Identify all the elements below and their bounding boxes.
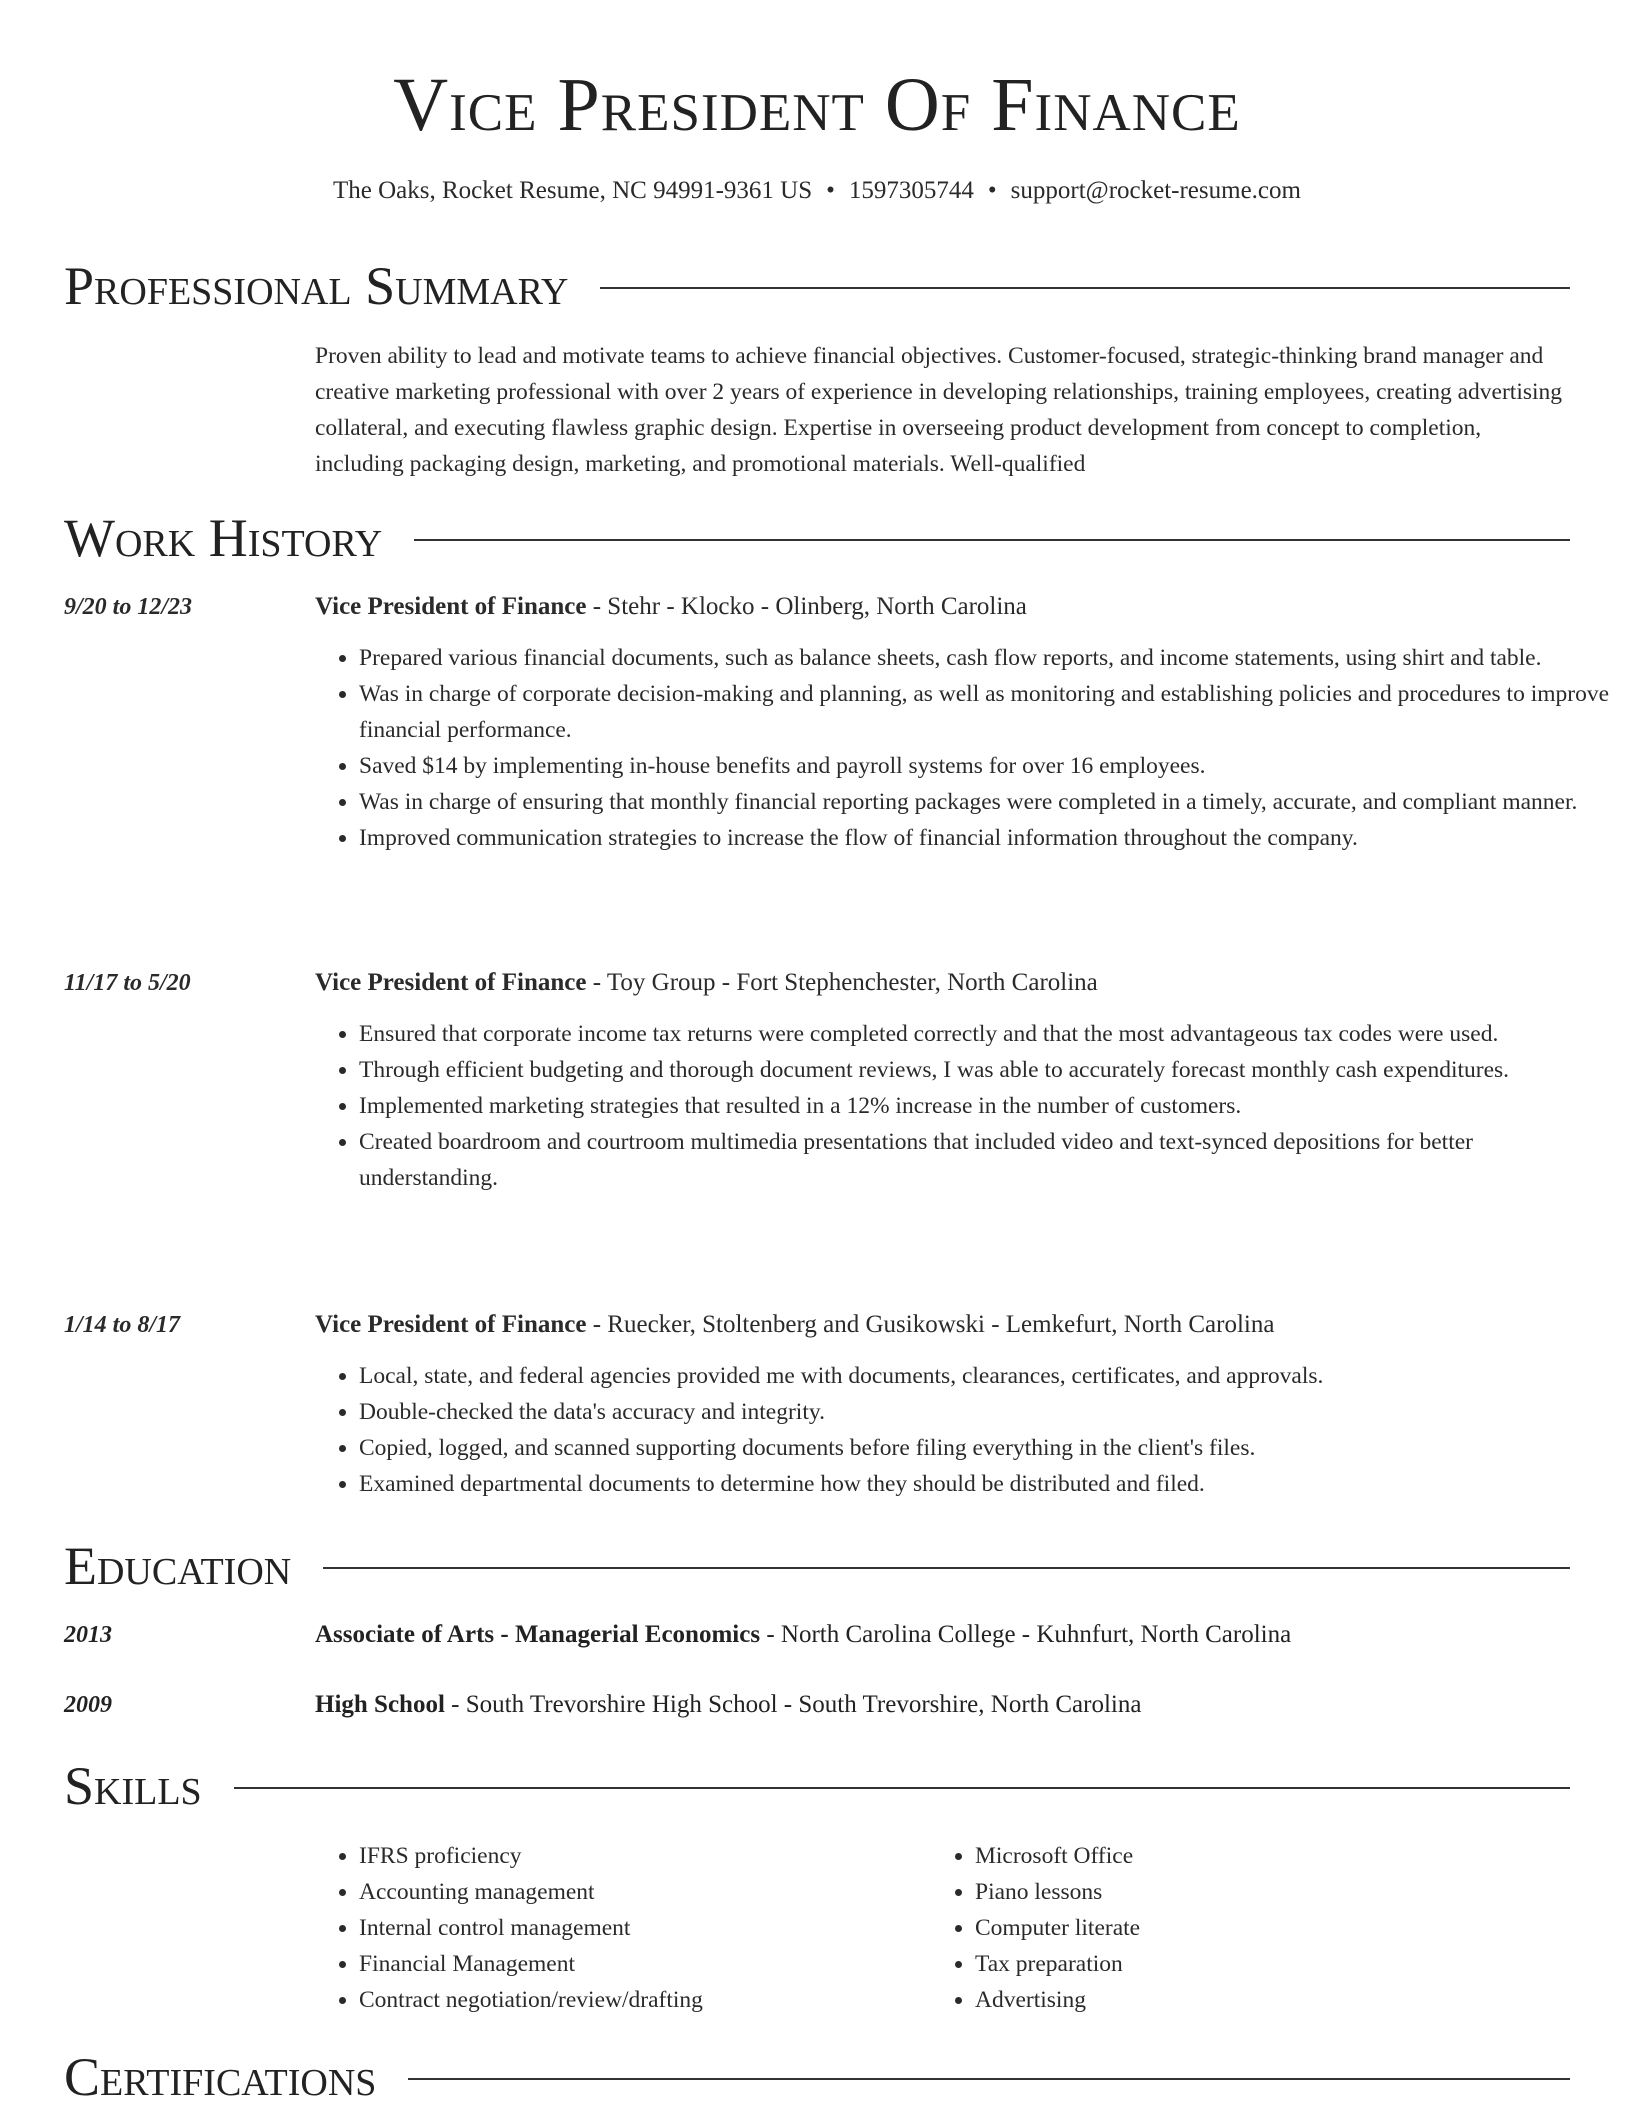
skill-item: • Accounting management [359, 1874, 931, 1910]
section-title: Certifications [64, 2047, 377, 2107]
job-heading [315, 966, 1098, 1000]
skills-column-right [931, 1838, 1547, 2018]
job-details: - Stehr - Klocko - Olinberg, North Carolina [586, 593, 1027, 620]
job-heading [315, 1308, 1274, 1342]
education-degree: Associate of Arts - Managerial Economics [315, 1621, 761, 1648]
education-details: - North Carolina College - Kuhnfurt, North Carolina [760, 1621, 1292, 1648]
job-heading [315, 590, 1027, 624]
section-title: Professional Summary [64, 256, 569, 316]
section-skills-heading [64, 1751, 1570, 1821]
job-bullets [315, 1358, 1615, 1502]
job-bullets [315, 640, 1615, 856]
section-summary-heading [64, 251, 1570, 321]
job-dates: 9/20 to 12/23 [64, 594, 193, 620]
education-year: 2009 [64, 1692, 112, 1718]
job-dates: 11/17 to 5/20 [64, 970, 191, 996]
job-details: - Toy Group - Fort Stephenchester, North Carolina [586, 969, 1098, 996]
skill-item: • Advertising [975, 1982, 1547, 2018]
contact-phone: 1597305744 [848, 177, 974, 204]
skills-column-left [315, 1838, 931, 2018]
education-year: 2013 [64, 1622, 112, 1648]
education-heading [315, 1618, 1291, 1652]
section-title: Work History [64, 508, 383, 568]
section-divider [234, 1787, 1570, 1789]
job-bullet: • Implemented marketing strategies that resulted in a 12% increase in the number of customers. [359, 1088, 1615, 1124]
skill-item: • Contract negotiation/review/drafting [359, 1982, 931, 2018]
job-bullet: • Was in charge of corporate decision-making and planning, as well as monitoring and establishing policies and procedures to improve financial performance. [359, 676, 1615, 748]
job-bullet: • Local, state, and federal agencies provided me with documents, clearances, certificates, and approvals. [359, 1358, 1615, 1394]
section-title: Skills [64, 1756, 202, 1816]
contact-email: support@rocket-resume.com [1010, 177, 1301, 204]
job-bullet: • Copied, logged, and scanned supporting documents before filing everything in the client's files. [359, 1430, 1615, 1466]
job-bullet: • Examined departmental documents to determine how they should be distributed and filed. [359, 1466, 1615, 1502]
skill-item: • IFRS proficiency [359, 1838, 931, 1874]
skills-list [315, 1838, 1571, 2018]
job-bullet: • Through efficient budgeting and thorough document reviews, I was able to accurately forecast monthly cash expenditures. [359, 1052, 1615, 1088]
job-bullet: • Ensured that corporate income tax returns were completed correctly and that the most advantageous tax codes were used. [359, 1016, 1615, 1052]
contact-address: The Oaks, Rocket Resume, NC 94991-9361 US [333, 177, 813, 204]
job-details: - Ruecker, Stoltenberg and Gusikowski - Lemkefurt, North Carolina [586, 1311, 1275, 1338]
skill-item: • Computer literate [975, 1910, 1547, 1946]
job-title: Vice President of Finance [315, 593, 587, 620]
job-title: Vice President of Finance [315, 1311, 587, 1338]
skill-item: • Financial Management [359, 1946, 931, 1982]
summary-text: Proven ability to lead and motivate teams to achieve financial objectives. Customer-focused, strategic-thinking brand manager and creative marketing professional with over 2 years of experience in developing relationships, training employees, creating advertising collateral, and executing flawless graphic design. Expertise in overseeing product development from concept to completion, including packaging design, marketing, and promotional materials. Well-qualified [315, 343, 1563, 477]
section-certifications-heading [64, 2042, 1570, 2112]
education-details: - South Trevorshire High School - South Trevorshire, North Carolina [444, 1691, 1142, 1718]
skill-item: • Internal control management [359, 1910, 931, 1946]
job-bullet: • Created boardroom and courtroom multimedia presentations that included video and text-synced depositions for better understanding. [359, 1124, 1615, 1196]
section-work-heading [64, 503, 1570, 573]
skill-item: • Tax preparation [975, 1946, 1547, 1982]
section-divider [414, 539, 1570, 541]
resume-title: Vice President Of Finance [393, 63, 1241, 147]
skill-item: • Piano lessons [975, 1874, 1547, 1910]
section-title: Education [64, 1536, 292, 1596]
section-education-heading [64, 1531, 1570, 1601]
job-bullets [315, 1016, 1615, 1196]
education-entry [64, 1688, 1570, 1728]
job-title: Vice President of Finance [315, 969, 587, 996]
skill-item: • Microsoft Office [975, 1838, 1547, 1874]
education-degree: High School [315, 1691, 445, 1718]
job-bullet: • Double-checked the data's accuracy and integrity. [359, 1394, 1615, 1430]
job-dates: 1/14 to 8/17 [64, 1312, 181, 1338]
section-divider [600, 287, 1570, 289]
job-bullet: • Was in charge of ensuring that monthly financial reporting packages were completed in a timely, accurate, and compliant manner. [359, 784, 1615, 820]
contact-separator: • [826, 177, 835, 204]
job-bullet: • Prepared various financial documents, such as balance sheets, cash flow reports, and income statements, using shirt and table. [359, 640, 1615, 676]
job-bullet: • Saved $14 by implementing in-house benefits and payroll systems for over 16 employees. [359, 748, 1615, 784]
contact-line [64, 174, 1570, 208]
job-bullet: • Improved communication strategies to increase the flow of financial information throughout the company. [359, 820, 1615, 856]
contact-separator: • [987, 177, 997, 204]
education-entry [64, 1618, 1570, 1658]
section-divider [323, 1567, 1570, 1569]
section-divider [408, 2078, 1570, 2080]
education-heading [315, 1688, 1141, 1722]
